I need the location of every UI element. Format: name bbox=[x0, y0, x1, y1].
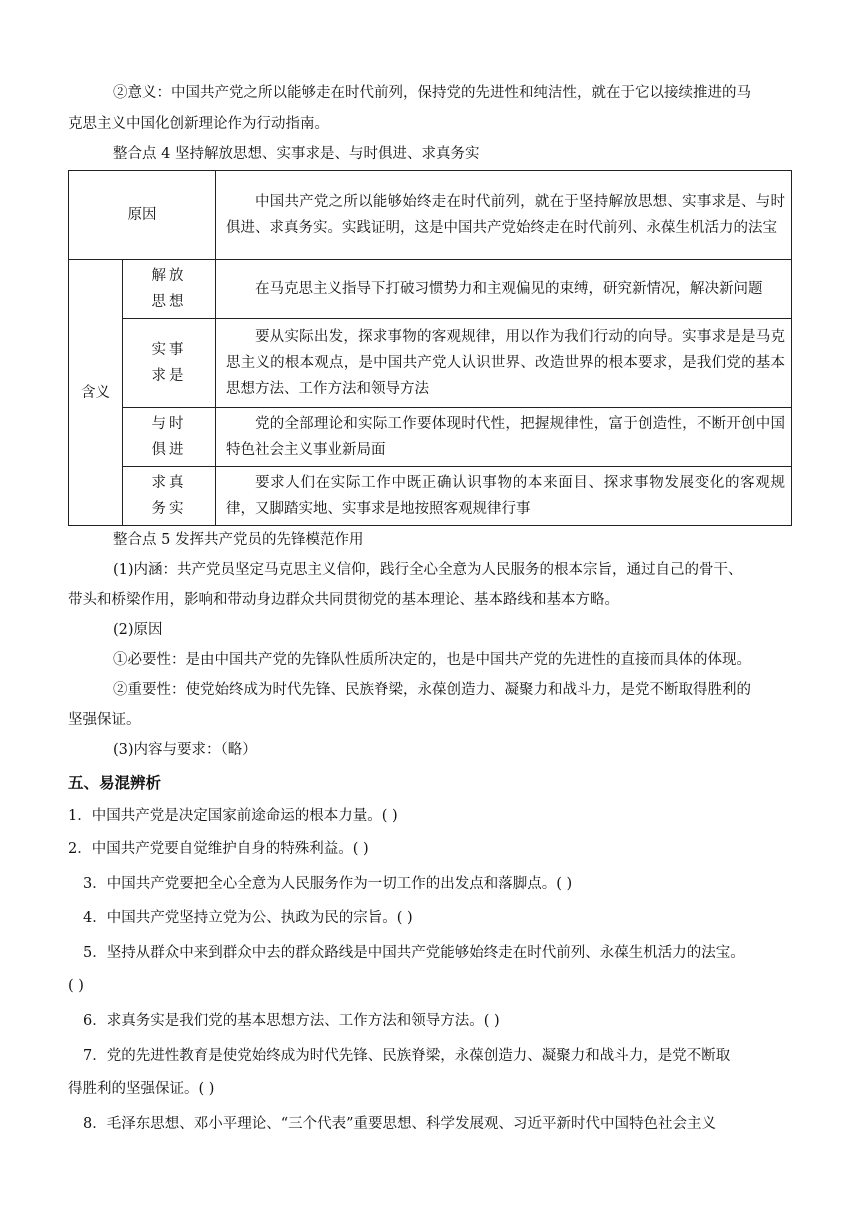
meaning-term-3: 与时 俱进 bbox=[123, 408, 216, 467]
intro-line-2: 克思主义中国化创新理论作为行动指南。 bbox=[68, 116, 329, 132]
point4-title: 整合点 4 坚持解放思想、实事求是、与时俱进、求真务实 bbox=[113, 146, 480, 162]
meaning-text-2: 要从实际出发，探求事物的客观规律，用以作为我们行动的向导。实事求是是马克思主义的根本观点，是中国共产党人认识世界、改造世界的根本要求，是我们党的基本思想方法、工作方法和领导方法 bbox=[216, 319, 792, 408]
meaning-text-4: 要求人们在实际工作中既正确认识事物的本来面目、探求事物发展变化的客观规律，又脚踏实地、实事求是地按照客观规律行事 bbox=[216, 467, 792, 526]
meaning-text-3: 党的全部理论和实际工作要体现时代性，把握规律性，富于创造性，不断开创中国特色社会主义事业新局面 bbox=[216, 408, 792, 467]
point5-p2: (2)原因 bbox=[113, 622, 163, 638]
point5-p4-line2: 坚强保证。 bbox=[68, 712, 141, 728]
meaning-term-2: 实事 求是 bbox=[123, 319, 216, 408]
meaning-row-3 bbox=[69, 408, 792, 467]
quiz-item-8-line1: 8．毛泽东思想、邓小平理论、“三个代表”重要思想、科学发展观、习近平新时代中国特色社会主义 bbox=[83, 1116, 717, 1132]
quiz-item-5-line2: ( ) bbox=[68, 978, 84, 994]
meaning-label: 含义 bbox=[69, 260, 123, 526]
intro-line-1: ②意义：中国共产党之所以能够走在时代前列，保持党的先进性和纯洁性，就在于它以接续推进的马 bbox=[113, 85, 751, 101]
quiz-item-3: 3．中国共产党要把全心全意为人民服务作为一切工作的出发点和落脚点。( ) bbox=[83, 876, 573, 892]
reason-text: 中国共产党之所以能够始终走在时代前列，就在于坚持解放思想、实事求是、与时俱进、求真务实。实践证明，这是中国共产党始终走在时代前列、永葆生机活力的法宝 bbox=[216, 171, 792, 260]
quiz-item-5-line1: 5．坚持从群众中来到群众中去的群众路线是中国共产党能够始终走在时代前列、永葆生机活力的法宝。 bbox=[83, 945, 745, 961]
quiz-item-2: 2．中国共产党要自觉维护自身的特殊利益。( ) bbox=[68, 841, 369, 857]
point5-p1-line1: (1)内涵：共产党员坚定马克思主义信仰，践行全心全意为人民服务的根本宗旨，通过自己的骨干、 bbox=[113, 562, 743, 578]
meaning-row-1 bbox=[69, 260, 792, 319]
quiz-item-7-line2: 得胜利的坚强保证。( ) bbox=[68, 1081, 215, 1097]
meaning-term-4: 求真 务实 bbox=[123, 467, 216, 526]
reason-row bbox=[69, 171, 792, 260]
meaning-term-1: 解放 思想 bbox=[123, 260, 216, 319]
meaning-row-2 bbox=[69, 319, 792, 408]
meaning-row-4 bbox=[69, 467, 792, 526]
quiz-item-4: 4．中国共产党坚持立党为公、执政为民的宗旨。( ) bbox=[83, 910, 413, 926]
point4-table bbox=[68, 170, 792, 526]
point5-p3: ①必要性：是由中国共产党的先锋队性质所决定的，也是中国共产党的先进性的直接而具体的体现。 bbox=[113, 652, 751, 668]
meaning-text-1: 在马克思主义指导下打破习惯势力和主观偏见的束缚，研究新情况，解决新问题 bbox=[216, 260, 792, 319]
reason-label: 原因 bbox=[69, 171, 216, 260]
point5-p4-line1: ②重要性：使党始终成为时代先锋、民族脊梁，永葆创造力、凝聚力和战斗力，是党不断取得胜利的 bbox=[113, 682, 751, 698]
point5-p5: (3)内容与要求：（略） bbox=[113, 742, 257, 758]
quiz-item-6: 6．求真务实是我们党的基本思想方法、工作方法和领导方法。( ) bbox=[83, 1013, 500, 1029]
section5-heading: 五、易混辨析 bbox=[68, 774, 162, 792]
quiz-item-7-line1: 7．党的先进性教育是使党始终成为时代先锋、民族脊梁，永葆创造力、凝聚力和战斗力，是党不断取 bbox=[83, 1048, 731, 1064]
point5-p1-line2: 带头和桥梁作用，影响和带动身边群众共同贯彻党的基本理论、基本路线和基本方略。 bbox=[68, 592, 619, 608]
point5-title: 整合点 5 发挥共产党员的先锋模范作用 bbox=[113, 532, 364, 548]
quiz-item-1: 1．中国共产党是决定国家前途命运的根本力量。( ) bbox=[68, 808, 398, 824]
